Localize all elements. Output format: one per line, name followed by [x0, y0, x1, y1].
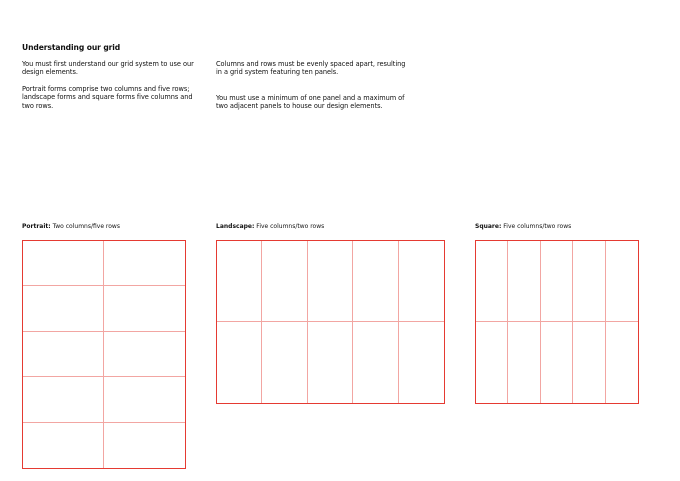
portrait-caption-label: Portrait:: [22, 223, 51, 230]
portrait-caption: [22, 223, 120, 230]
intro-paragraph-2: Portrait forms comprise two columns and five rows; landscape forms and square forms five columns and two rows.: [22, 85, 193, 110]
grid-panel: [23, 286, 104, 331]
grid-panel: [104, 423, 185, 468]
intro-paragraph-1: You must first understand our grid system to use our design elements.: [22, 60, 194, 77]
grid-panel: [262, 241, 307, 322]
square-grid-diagram: [475, 240, 639, 404]
grid-panel: [399, 241, 444, 322]
grid-panel: [573, 241, 605, 322]
square-caption-label: Square:: [475, 223, 502, 230]
square-caption: [475, 223, 571, 230]
grid-panel: [353, 241, 398, 322]
grid-panel: [573, 322, 605, 403]
grid-panel: [541, 322, 573, 403]
grid-panel: [23, 332, 104, 377]
grid-panel: [104, 241, 185, 286]
grid-panel: [308, 241, 353, 322]
landscape-caption-label: Landscape:: [216, 223, 255, 230]
grid-panel: [217, 322, 262, 403]
panels-paragraph: You must use a minimum of one panel and a maximum of two adjacent panels to house our design elements.: [216, 94, 405, 111]
grid-panel: [353, 322, 398, 403]
grid-panel: [23, 377, 104, 422]
grid-panel: [508, 241, 540, 322]
page-heading: Understanding our grid: [22, 43, 121, 52]
grid-panel: [508, 322, 540, 403]
landscape-caption-text: Five columns/two rows: [254, 223, 325, 230]
grid-panel: [606, 241, 638, 322]
square-caption-text: Five columns/two rows: [501, 223, 572, 230]
grid-panel: [399, 322, 444, 403]
portrait-caption-text: Two columns/five rows: [50, 223, 120, 230]
landscape-grid-diagram: [216, 240, 445, 404]
landscape-caption: [216, 223, 324, 230]
grid-panel: [541, 241, 573, 322]
spacing-paragraph: Columns and rows must be evenly spaced apart, resulting in a grid system featuring ten panels.: [216, 60, 406, 77]
grid-panel: [262, 322, 307, 403]
grid-panel: [23, 241, 104, 286]
grid-panel: [23, 423, 104, 468]
grid-panel: [308, 322, 353, 403]
grid-panel: [476, 241, 508, 322]
grid-panel: [104, 332, 185, 377]
grid-panel: [476, 322, 508, 403]
grid-panel: [104, 377, 185, 422]
portrait-grid-diagram: [22, 240, 186, 469]
grid-panel: [217, 241, 262, 322]
grid-panel: [606, 322, 638, 403]
grid-panel: [104, 286, 185, 331]
